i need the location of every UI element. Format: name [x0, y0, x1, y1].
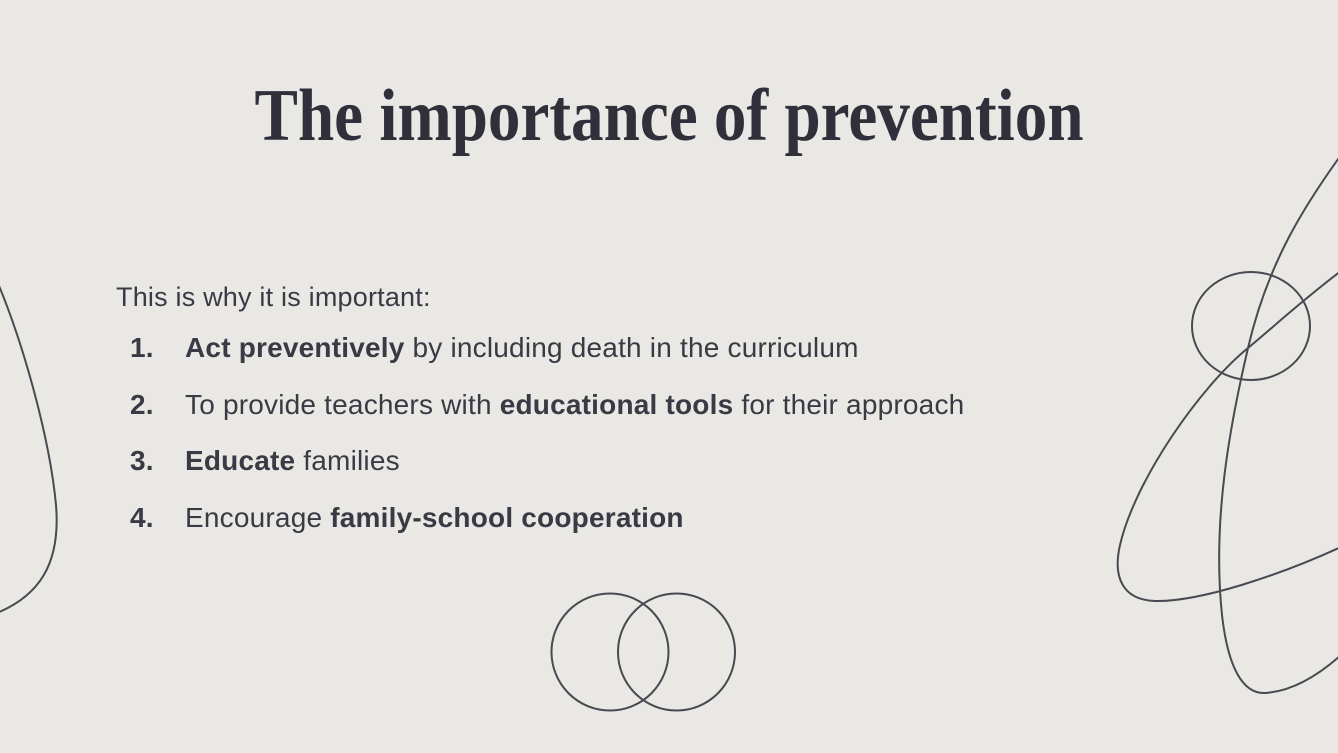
- list-item-regular-segment: families: [295, 445, 400, 477]
- slide-title: [0, 74, 1338, 159]
- list-item-bold-segment: Act preventively: [185, 332, 405, 364]
- left-curve-doodle: [0, 281, 57, 613]
- list-item-text: [185, 445, 400, 477]
- right-doodle-line-upper: [1219, 155, 1338, 693]
- list-item-bold-segment: family-school cooperation: [330, 501, 684, 533]
- list-item-bold-segment: educational tools: [499, 388, 734, 420]
- list-item-regular-segment: To provide teachers with: [185, 388, 500, 420]
- list-item-number: 1.: [130, 332, 154, 364]
- right-doodle-line-lower: [1118, 271, 1338, 601]
- list-item-regular-segment: Encourage: [185, 501, 331, 533]
- list-item-bold-segment: Educate: [185, 445, 296, 477]
- bottom-overlap-circle-right: [618, 594, 735, 711]
- right-doodle-circle: [1192, 272, 1310, 380]
- list-item-number: 4.: [130, 501, 154, 533]
- list-item: [130, 433, 964, 490]
- list-item-regular-segment: for their approach: [733, 388, 965, 420]
- list-item-text: [185, 389, 964, 421]
- list-item: [130, 490, 964, 547]
- list-item-number: 2.: [130, 388, 154, 420]
- bottom-overlap-circle-left: [552, 594, 669, 711]
- list-item-number: 3.: [130, 445, 154, 477]
- list-item-text: [185, 502, 684, 534]
- slide-title-text: The importance of prevention: [254, 75, 1084, 157]
- intro-text: This is why it is important:: [116, 282, 431, 312]
- list-item: [130, 320, 964, 377]
- numbered-list: [130, 320, 964, 546]
- list-item: [130, 377, 964, 434]
- list-item-text: [185, 332, 859, 364]
- list-item-regular-segment: by including death in the curriculum: [404, 332, 859, 364]
